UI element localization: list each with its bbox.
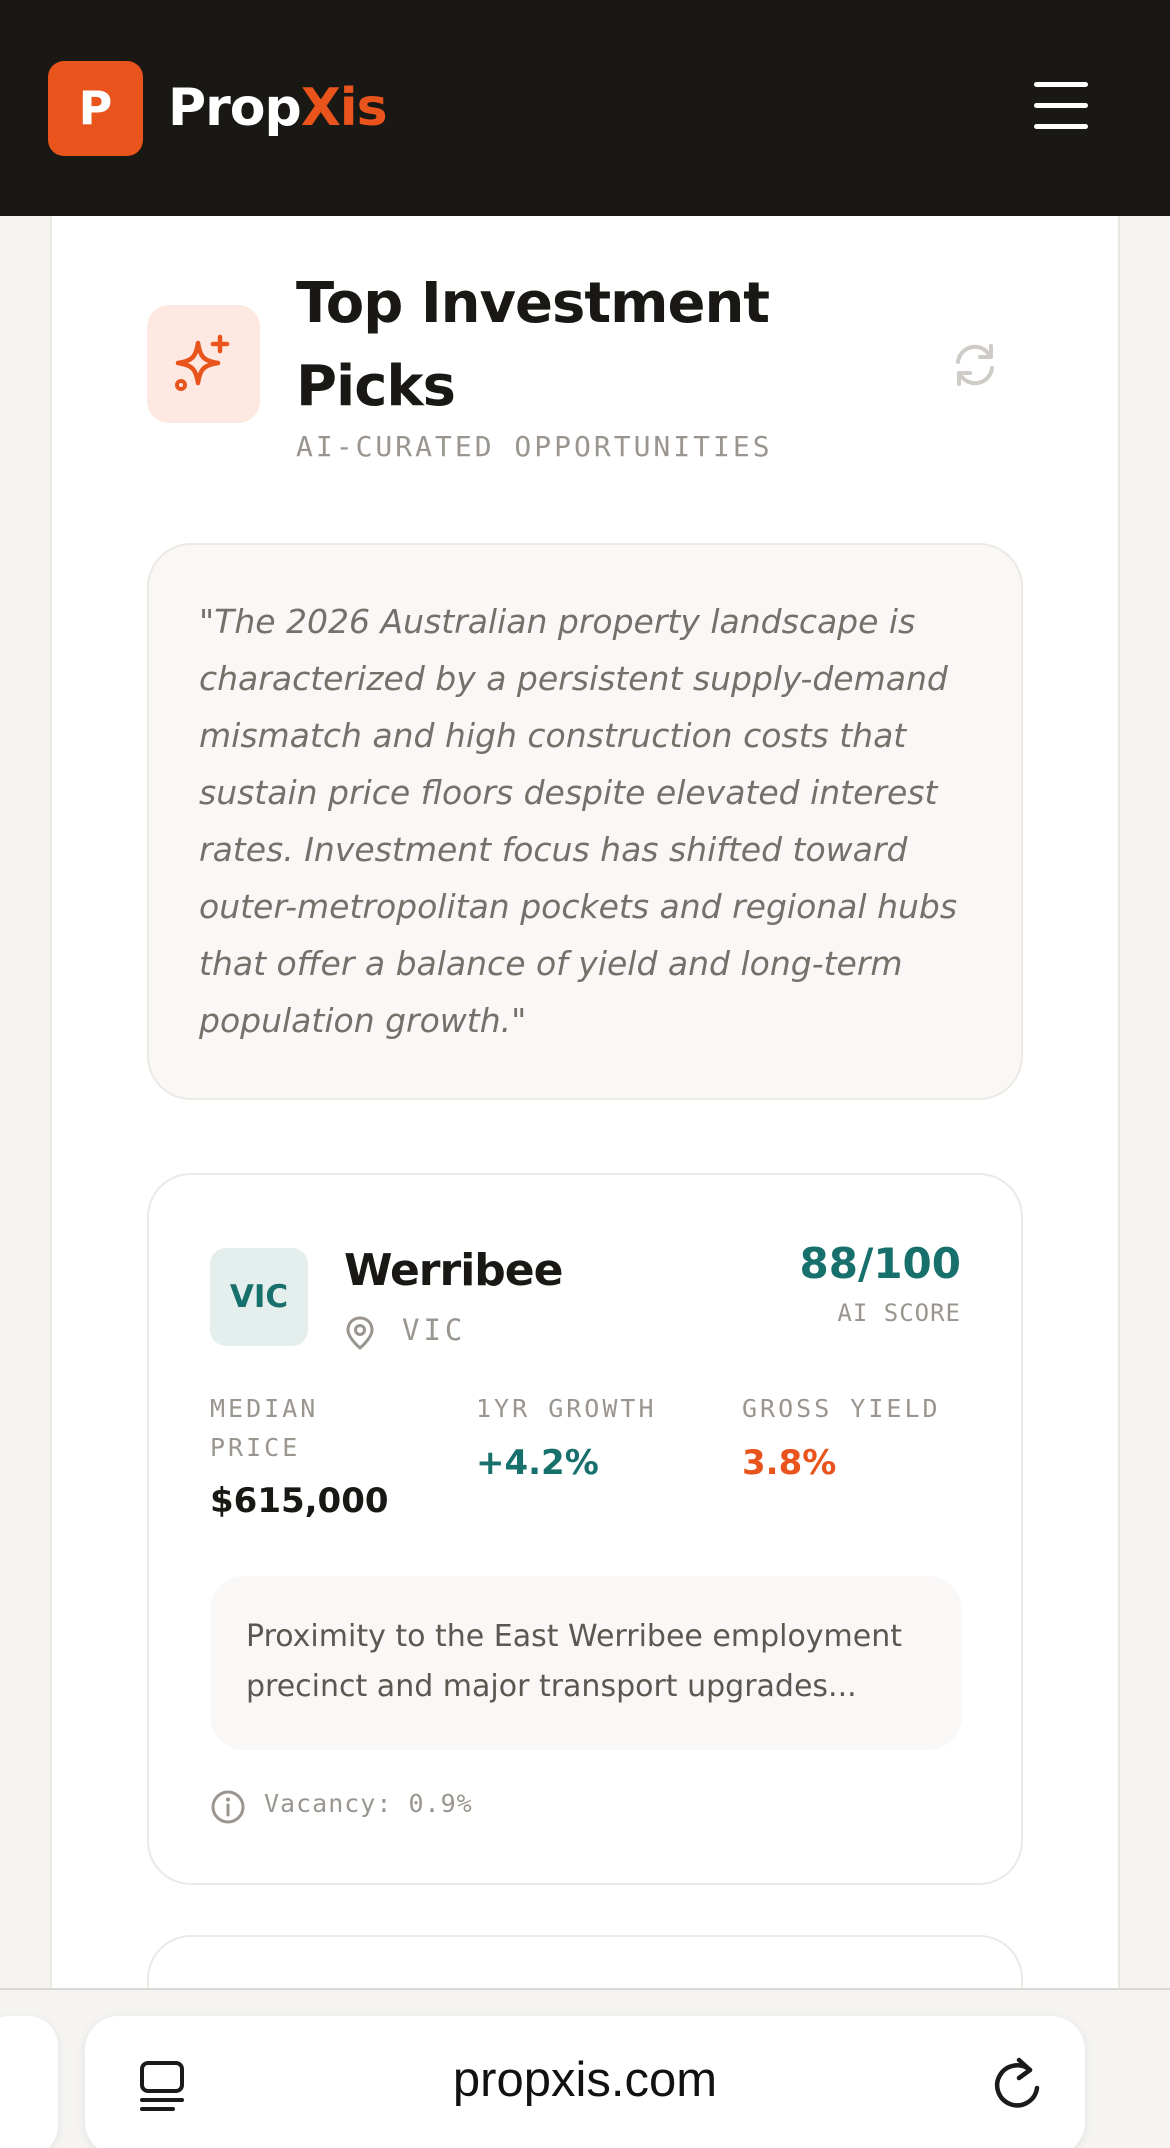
suburb-note-text: Proximity to the East Werribee employment precinct and major transport upgrades...: [246, 1619, 903, 1704]
address-bar[interactable]: [85, 2016, 1085, 2148]
browser-toolbar: [0, 1988, 1170, 2148]
url-text: propxis.com: [452, 2053, 718, 2107]
logo[interactable]: [48, 61, 143, 156]
reload-icon[interactable]: [990, 2054, 1046, 2114]
logo-letter: P: [78, 81, 113, 135]
brand-name[interactable]: [168, 78, 387, 138]
ai-score-value: 88/100: [799, 1239, 961, 1288]
brand-part-2: Xis: [300, 78, 387, 138]
section-title: Top Investment Picks: [296, 271, 770, 419]
quote-text: "The 2026 Australian property landscape is characterized by a persistent supply-demand mismatch and high construction costs that sustain price floors despite elevated interest rates. Investment focus has shifted toward outer-metropolitan pockets and regional hubs that offer a balance of yield and long-term population growth.": [199, 602, 958, 1040]
state-badge: VIC: [210, 1248, 308, 1346]
suburb-name: Werribee: [344, 1245, 563, 1296]
market-summary-quote: [147, 543, 1023, 1100]
section-subtitle: AI-CURATED OPPORTUNITIES: [296, 430, 773, 463]
median-price-value: $615,000: [210, 1481, 389, 1521]
hamburger-menu-icon[interactable]: [1030, 80, 1092, 132]
app-header: [0, 0, 1170, 216]
info-icon: [210, 1789, 246, 1825]
suburb-card[interactable]: [147, 1173, 1023, 1885]
ai-score-label: AI SCORE: [837, 1299, 961, 1327]
refresh-icon[interactable]: [950, 340, 1000, 390]
vacancy-rate: Vacancy: 0.9%: [264, 1789, 473, 1818]
gross-yield-value: 3.8%: [742, 1443, 837, 1483]
gross-yield-label: GROSS YIELD: [742, 1394, 941, 1423]
growth-label: 1YR GROWTH: [476, 1394, 657, 1423]
location-pin-icon: [345, 1315, 375, 1351]
previous-tab[interactable]: [0, 2016, 58, 2148]
sparkles-icon: [172, 333, 234, 395]
sparkles-icon-tile: [147, 305, 260, 423]
growth-value: +4.2%: [476, 1443, 599, 1483]
median-price-label: MEDIAN PRICE: [210, 1394, 319, 1462]
suburb-note: [210, 1576, 962, 1750]
brand-part-1: Prop: [168, 78, 301, 138]
suburb-state: VIC: [402, 1313, 467, 1347]
